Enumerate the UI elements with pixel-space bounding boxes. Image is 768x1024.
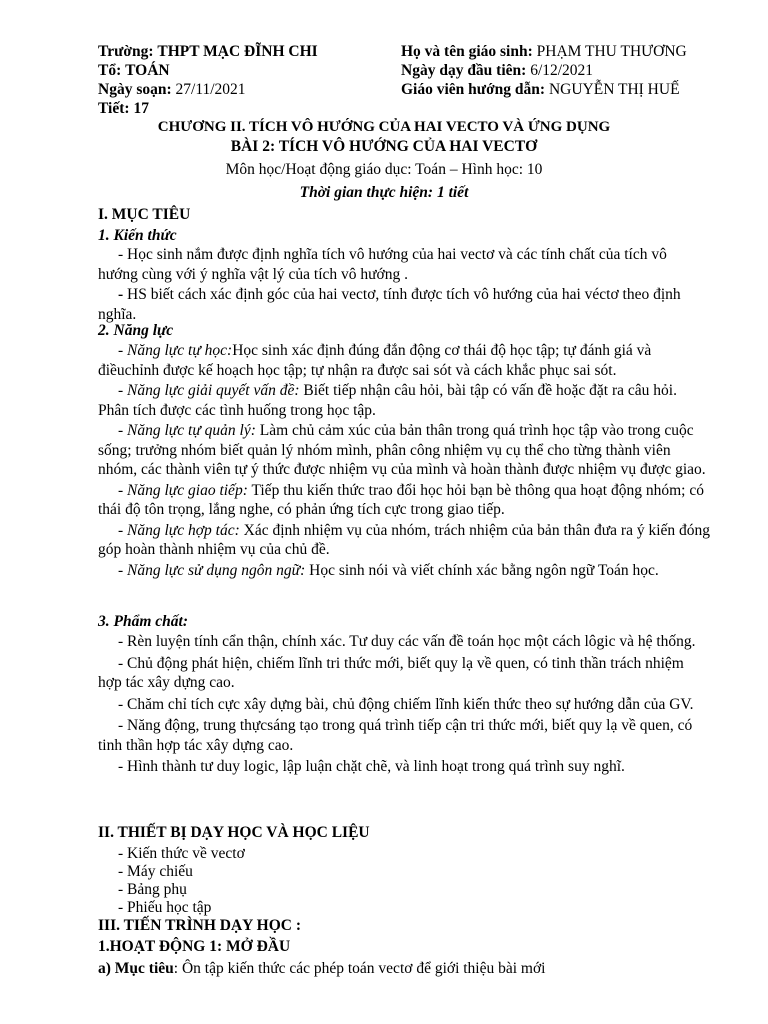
department-label: Tổ:	[98, 62, 122, 79]
prep-date-label: Ngày soạn:	[98, 81, 172, 98]
school-line	[98, 42, 318, 62]
quality-item: - Chủ động phát hiện, chiếm lĩnh tri thức mới, biết quy lạ về quen, có tinh thần trách nhiệm hợp tác xây dựng cao.	[98, 654, 684, 691]
equipment-item: - Máy chiếu	[118, 863, 193, 880]
section-2-heading: II. THIẾT BỊ DẠY HỌC VÀ HỌC LIỆU	[98, 824, 370, 841]
chapter-title: CHƯƠNG II. TÍCH VÔ HƯỚNG CỦA HAI VECTO VÀ ỨNG DỤNG	[157, 119, 611, 135]
first-teach-line	[401, 61, 593, 81]
competency-language: - Năng lực sử dụng ngôn ngữ: Học sinh nói và viết chính xác bằng ngôn ngữ Toán học.	[118, 561, 659, 579]
quality-item: - Chăm chỉ tích cực xây dựng bài, chủ động chiếm lĩnh kiến thức theo sự hướng dẫn của GV.	[118, 695, 694, 713]
equipment-item: - Kiến thức về vectơ	[118, 845, 245, 862]
mentor-label: Giáo viên hướng dẫn:	[401, 81, 546, 98]
goal-line	[98, 959, 546, 979]
quality-list	[98, 632, 710, 777]
period-label: Tiết:	[98, 100, 130, 117]
goal-label: a) Mục tiêu	[98, 960, 174, 977]
competency-list	[98, 341, 710, 580]
mentor-value: NGUYỄN THỊ HUẾ	[548, 81, 680, 98]
knowledge-dash: -	[118, 286, 124, 303]
quality-item: - Hình thành tư duy logic, lập luận chặt chẽ, và linh hoạt trong quá trình suy nghĩ.	[118, 758, 625, 775]
section-3-heading: III. TIẾN TRÌNH DẠY HỌC :	[98, 917, 301, 934]
mentor-line	[401, 80, 680, 100]
section-1-heading: I. MỤC TIÊU	[98, 206, 191, 223]
prep-date-value: 27/11/2021	[175, 81, 246, 98]
knowledge-text: HS biết cách xác định góc của hai vectơ, tính được tích vô hướng của hai véctơ theo định nghĩa.	[98, 286, 681, 323]
knowledge-paragraph-2	[98, 285, 710, 324]
competency-cooperation: - Năng lực hợp tác: Xác định nhiệm vụ của nhóm, trách nhiệm của bản thân đưa ra ý kiến đóng góp hoàn thành nhiệm vụ của chủ đề.	[98, 521, 711, 558]
period-value: 17	[133, 100, 149, 117]
goal-text: : Ôn tập kiến thức các phép toán vectơ để giới thiệu bài mới	[173, 960, 546, 977]
school-value: THPT MẠC ĐĨNH CHI	[157, 43, 318, 60]
competency-problem-solving: - Năng lực giải quyết vấn đề: Biết tiếp nhận câu hỏi, bài tập có vấn đề hoặc đặt ra câu hỏi. Phân tích được các tình huống trong học tập.	[98, 382, 677, 419]
duration-line: Thời gian thực hiện: 1 tiết	[299, 184, 469, 201]
department-line	[98, 61, 170, 81]
quality-item: - Năng động, trung thựcsáng tạo trong quá trình tiếp cận tri thức mới, biết quy lạ về quen, có tinh thần hợp tác xây dựng cao.	[98, 717, 693, 754]
student-teacher-line	[401, 42, 687, 62]
student-teacher-value: PHẠM THU THƯƠNG	[536, 43, 687, 60]
knowledge-heading: 1. Kiến thức	[98, 227, 177, 244]
subject-line: Môn học/Hoạt động giáo dục: Toán – Hình học: 10	[225, 161, 543, 178]
equipment-item: - Phiếu học tập	[118, 899, 212, 916]
competency-self-study: - Năng lực tự học:Học sinh xác định đúng đắn động cơ thái độ học tập; tự đánh giá và điềuchỉnh được kế hoạch học tập; tự nhận ra được sai sót và cách khắc phục sai sót.	[98, 342, 652, 379]
school-label: Trường:	[98, 43, 154, 60]
first-teach-label: Ngày dạy đầu tiên:	[401, 62, 527, 79]
department-value: TOÁN	[125, 62, 170, 79]
equipment-item: - Bảng phụ	[118, 881, 187, 898]
activity-1-heading: 1.HOẠT ĐỘNG 1: MỞ ĐẦU	[98, 938, 291, 955]
first-teach-value: 6/12/2021	[530, 62, 594, 79]
lesson-title: BÀI 2: TÍCH VÔ HƯỚNG CỦA HAI VECTƠ	[230, 138, 538, 155]
prep-date-line	[98, 80, 246, 100]
competency-communication: - Năng lực giao tiếp: Tiếp thu kiến thức trao đổi học hỏi bạn bè thông qua hoạt động nhóm; có thái độ tôn trọng, lắng nghe, có phản ứng tích cực trong giao tiếp.	[98, 481, 704, 518]
competency-self-management: - Năng lực tự quản lý: Làm chủ cảm xúc của bản thân trong quá trình học tập vào trong cuộc sống; trưởng nhóm biết quản lý nhóm mình, phân công nhiệm vụ cụ thể cho từng thành viên nhóm, các thành viên tự ý thức được nhiệm vụ của mình và hoàn thành được nhiệm vụ được giao.	[98, 422, 706, 478]
competency-heading: 2. Năng lực	[98, 322, 174, 339]
knowledge-paragraph-1: - Học sinh nắm được định nghĩa tích vô hướng của hai vectơ và các tính chất của tích vô hướng cùng với ý nghĩa vật lý của tích vô hướng .	[98, 246, 667, 283]
student-teacher-label: Họ và tên giáo sinh:	[401, 43, 533, 60]
period-line	[98, 99, 149, 119]
quality-heading: 3. Phẩm chất:	[98, 613, 188, 630]
quality-item: - Rèn luyện tính cẩn thận, chính xác. Tư duy các vấn đề toán học một cách lôgic và hệ thống.	[118, 633, 696, 650]
